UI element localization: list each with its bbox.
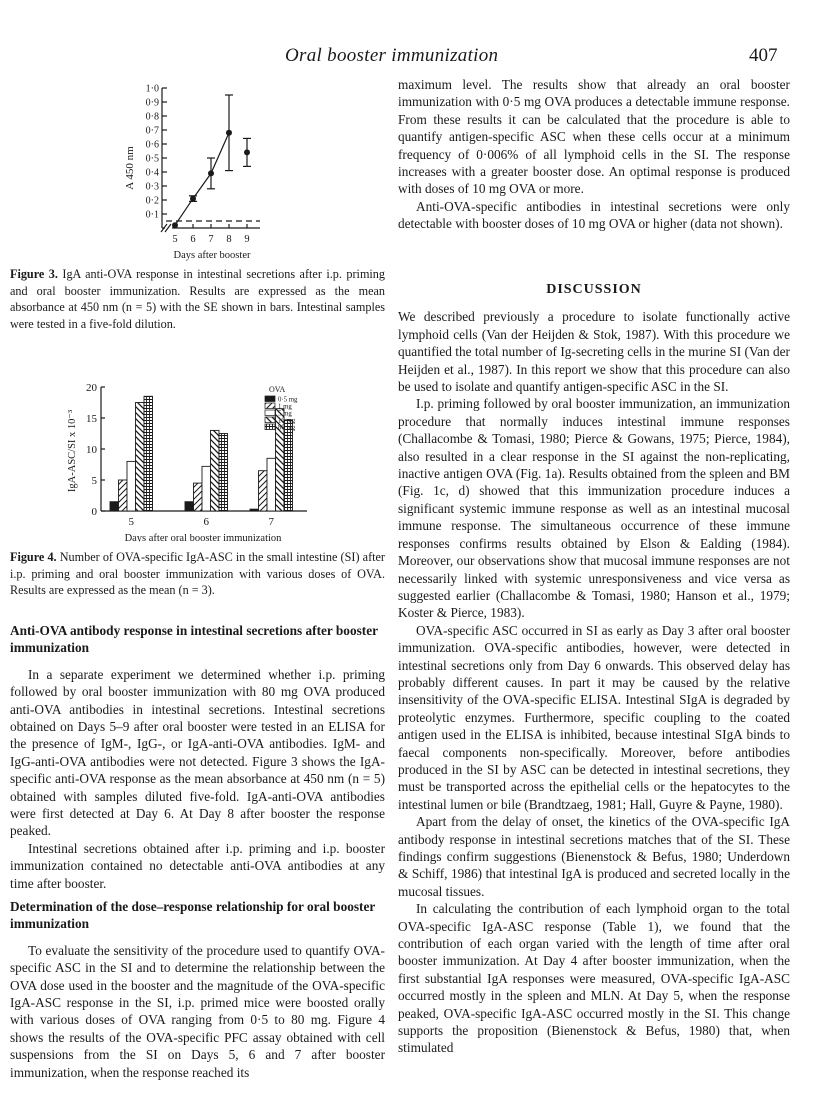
- legend-label: 5 mg: [278, 410, 292, 418]
- data-point: [172, 222, 178, 228]
- x-tick-label: 8: [226, 234, 232, 245]
- figure-4-label: Figure 4.: [10, 550, 57, 564]
- legend-label: 0·5 mg: [278, 396, 298, 404]
- y-tick-label: 0·2: [145, 195, 159, 207]
- right-column-lower: [398, 281, 790, 1057]
- paragraph: To evaluate the sensitivity of the procedure used to quantify OVA-specific ASC in the SI and to determine the relationship between the OVA dose used in the booster and the magnitude of the OVA-specific IgA-ASC response in the SI, i.p. primed mice were boosted orally with various doses of OVA ranging from 0·5 to 80 mg. Figure 4 shows the results of the OVA-specific PFC assay obtained with cell suspensions from the SI on Days 5, 6 and 7 after booster immunization, when the response reached its: [10, 942, 385, 1080]
- section-dose-response-title: Determination of the dose–response relationship for oral booster immunization: [10, 899, 376, 932]
- legend-label: 80 mg: [278, 424, 296, 432]
- bar: [219, 434, 228, 512]
- legend-swatch: [265, 424, 275, 430]
- figure-3-chart: [100, 80, 300, 265]
- y-tick-label: 0: [91, 506, 97, 518]
- paragraph: Apart from the delay of onset, the kinetics of the OVA-specific IgA antibody response in intestinal secretions matches that of the SI. These findings confirm suggestions (Bienenstock & Befus, 1980; Underdown & Schiff, 1986) that intestinal IgA is produced and secreted locally in the mucosal tissues.: [398, 814, 790, 899]
- legend-swatch: [265, 410, 275, 416]
- bar: [119, 480, 128, 511]
- figure-3-caption: [10, 266, 385, 332]
- series-line: [175, 133, 229, 225]
- paragraph: We described previously a procedure to isolate functionally active lymphoid cells (Van der Heijden & Stok, 1987). With this procedure we quantified the total number of Ig-secreting cells in the murine SI (Van der Heijden et al., 1987). In this report we show that this procedure can also be used to isolate and quantify antigen-specific ASC in the SI.: [398, 309, 790, 395]
- y-tick-label: 20: [86, 382, 97, 394]
- x-tick-label: 7: [268, 516, 274, 528]
- x-tick-label: 6: [203, 516, 209, 528]
- x-tick-label: 9: [244, 234, 250, 245]
- paragraph: In calculating the contribution of each lymphoid organ to the total OVA-specific IgA-ASC response (Table 1), we found that the contribution of each organ varied with the length of time after oral booster immunization. At Day 4 after booster immunization, when the first substantial IgA responses were measured, OVA-specific IgA-ASC occurred mostly in the spleen and MLN. At Day 5, when the response peaked, OVA-specific IgA-ASC occurred mostly in the SI. This change supports the proposition (Bienenstock & Befus, 1980) that, when stimulated: [398, 901, 790, 1056]
- paragraph: Anti-OVA-specific antibodies in intestinal secretions were only detectable with booster doses of 10 mg OVA or higher (data not shown).: [398, 198, 790, 232]
- legend-swatch: [265, 396, 275, 402]
- y-axis-label: IgA-ASC/SI x 10⁻³: [67, 409, 78, 493]
- y-tick-label: 0·1: [145, 209, 159, 221]
- paragraph: In a separate experiment we determined whether i.p. priming followed by oral booster immunization with 80 mg OVA produced anti-OVA antibodies in intestinal secretions. Intestinal secretions obtained on Days 5–9 after oral booster were tested in an ELISA for the presence of IgM-, IgG-, or IgA-anti-OVA antibodies. IgM- and IgG-anti-OVA antibodies were not detected. Figure 3 shows the IgA-specific anti-OVA response as the mean absorbance at 450 nm (n = 5) obtained with samples diluted five-fold. IgA-anti-OVA antibodies were first detected at Day 6. At Day 8 after booster the response peaked.: [10, 666, 385, 839]
- x-tick-label: 6: [190, 234, 196, 245]
- y-tick-label: 0·4: [145, 167, 159, 179]
- left-column-upper: [10, 622, 385, 892]
- legend-label: 10 mg: [278, 417, 296, 425]
- bar: [267, 458, 276, 511]
- bar: [185, 502, 194, 511]
- data-point: [190, 196, 196, 202]
- bar: [194, 483, 203, 511]
- y-tick-label: 15: [86, 413, 97, 425]
- figure-3-caption-text: IgA anti-OVA response in intestinal secretions after i.p. priming and oral booster immunization. Results are expressed as the mean absorbance at 450 nm (n = 5) with the SE shown in bars. Intestinal samples were tested in a five-fold dilution.: [10, 267, 385, 331]
- y-tick-label: 0·9: [145, 97, 159, 109]
- bar: [202, 466, 211, 511]
- bar: [259, 471, 268, 511]
- data-point: [208, 170, 214, 176]
- running-title: Oral booster immunization: [285, 45, 499, 66]
- legend-swatch: [265, 403, 275, 409]
- bar: [284, 420, 293, 511]
- y-tick-label: 0·3: [145, 181, 159, 193]
- figure-4-caption: [10, 549, 385, 599]
- bar: [136, 403, 145, 512]
- legend-swatch: [265, 417, 275, 423]
- paragraph: maximum level. The results show that already an oral booster immunization with 0·5 mg OVA produces a detectable immune response. From these results it can be calculated that the procedure is able to quantify antigen-specific ASC when these cells occur at a minimum frequency of 0·006% of all lymphoid cells in the SI. The response increases with a greater booster dose. An optimal response is produced with doses of 10 mg OVA or more.: [398, 77, 790, 197]
- x-axis-label: Days after booster: [173, 250, 251, 261]
- paragraph: I.p. priming followed by oral booster immunization, an immunization procedure that normally induces intestinal immune responses (Challacombe & Tomasi, 1980; Pierce & Gowans, 1975; Pierce, 1984), also resulted in a clear response in the SI against the non-replicating, inactive antigen OVA (Fig. 1a). Results obtained from the spleen and BM (Fig. 1c, d) showed that this immunization procedure induces a significant systemic immune response as well as an intestinal mucosal immune response. The simultaneous occurrence of these immune responses confirms results obtained by Elson & Ealding (1984). Moreover, our observations show that mucosal immune responses are not necessarily linked with systemic unresponsiveness and vice versa as suggested earlier (Challacombe & Tomasi, 1980; Hanson et al., 1979; Koster & Pierce, 1983).: [398, 396, 790, 621]
- section-anti-ova-title: Anti-OVA antibody response in intestinal secretions after booster immunization: [10, 623, 378, 656]
- paragraph: OVA-specific ASC occurred in SI as early as Day 3 after oral booster immunization. OVA-specific antibodies, however, were detected in intestinal secretions only from Day 6 onwards. This observed delay has probably different causes. In part it may be caused by the relative insensitivity of the OVA-specific ELISA. Intestinal SIgA is degraded by proteolytic enzymes. Furthermore, specific coupling to the coated antigen used in the ELISA is inhibited, because intestinal SIgA binds to faecal components non-specifically. Moreover, before antibodies produced in the SI by ASC can be detected in intestinal secretions, they must be transported across the epithelial cells or the hepatocytes to the intestinal lumen or bile (Brandtzaeg, 1981; Hall, Guyre & Payne, 1980).: [398, 622, 790, 812]
- data-point: [244, 149, 250, 155]
- x-tick-label: 7: [208, 234, 214, 245]
- discussion-title: DISCUSSION: [546, 282, 642, 297]
- right-column-upper: [398, 76, 790, 233]
- y-tick-label: 0·6: [145, 139, 159, 151]
- left-column-lower: [10, 898, 385, 1081]
- y-tick-label: 0·8: [145, 111, 159, 123]
- bar: [110, 502, 119, 511]
- figure-4-caption-text: Number of OVA-specific IgA-ASC in the small intestine (SI) after i.p. priming and oral booster immunization with various doses of OVA. Results are expressed as the mean (n = 3).: [10, 550, 385, 598]
- figure-4-chart: [55, 380, 355, 542]
- paragraph: Intestinal secretions obtained after i.p. priming and i.p. booster immunization contained no detectable anti-OVA antibodies at any time after booster.: [10, 840, 385, 891]
- x-tick-label: 5: [172, 234, 178, 245]
- x-axis-label: Days after oral booster immunization: [124, 533, 282, 542]
- legend-title: OVA: [269, 385, 286, 394]
- data-point: [226, 130, 232, 136]
- legend-label: 1 mg: [278, 403, 292, 411]
- bar: [211, 430, 220, 511]
- bar: [127, 461, 136, 511]
- y-tick-label: 0·7: [145, 125, 159, 137]
- x-tick-label: 5: [128, 516, 134, 528]
- page-number: 407: [749, 45, 778, 66]
- y-tick-label: 1·0: [145, 83, 159, 95]
- y-tick-label: 5: [91, 475, 97, 487]
- bar: [144, 396, 153, 511]
- y-tick-label: 0·5: [145, 153, 159, 165]
- y-tick-label: 10: [86, 444, 97, 456]
- y-axis-label: A 450 nm: [124, 146, 136, 190]
- figure-3-label: Figure 3.: [10, 267, 58, 281]
- bar: [250, 509, 259, 511]
